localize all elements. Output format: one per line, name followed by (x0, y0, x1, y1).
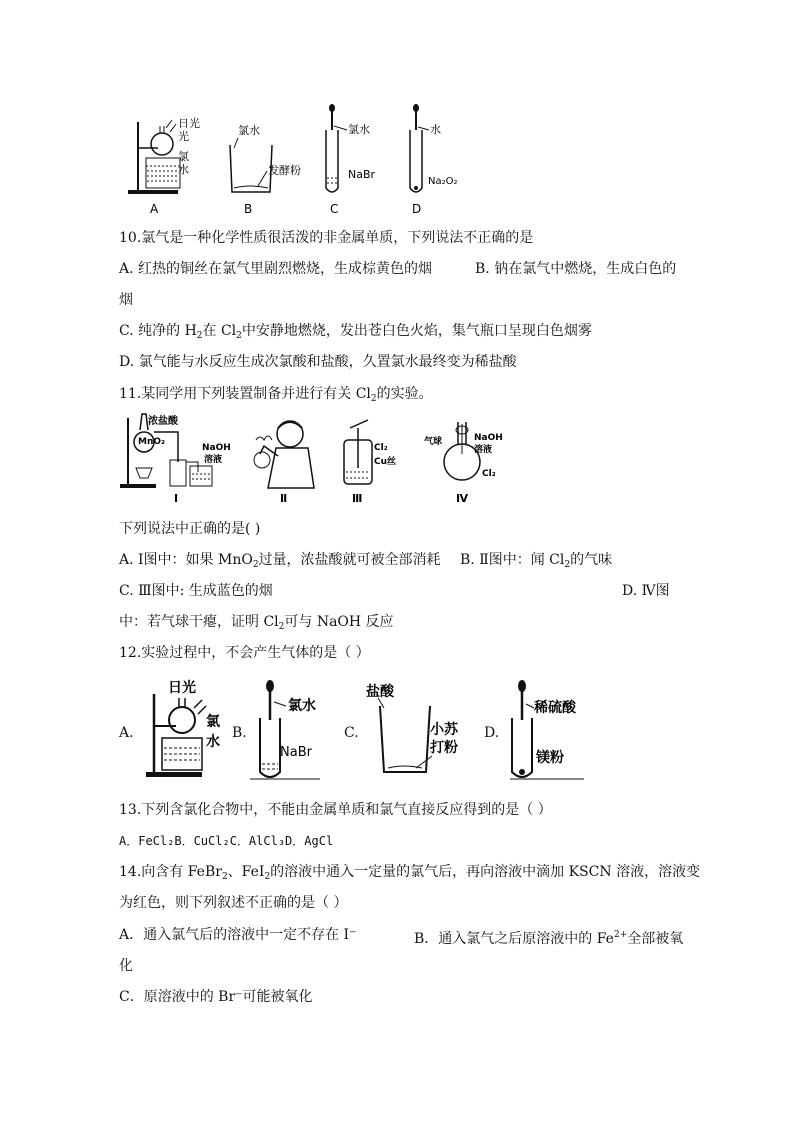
q12-figure (140, 676, 590, 786)
q10-option-b: B. 钠在氯气中燃烧，生成白色的 (475, 261, 677, 277)
subscript: 2 (564, 560, 571, 570)
q12-d-bottom-label: 镁粉 (536, 750, 564, 766)
q12-option-d-letter: D. (484, 725, 500, 741)
q14-stem-mid: 、FeI (227, 864, 265, 880)
q14-option-b-post: 全部被氧 (627, 931, 684, 947)
q11-option-b-pre: B. Ⅱ图中：闻 Cl (460, 552, 565, 568)
q10-option-a: A. 红热的铜丝在氯气里剧烈燃烧，生成棕黄色的烟 (119, 261, 433, 277)
q11-option-d-cont-pre: 中：若气球干瘪，证明 Cl (119, 614, 279, 630)
q11-f1-solution-label: 溶液 (204, 455, 223, 465)
subscript: 2 (370, 394, 377, 404)
q11-option-b (460, 550, 612, 575)
q10-option-c-mid: 在 Cl (202, 323, 237, 339)
q11-option-b-post: 的气味 (570, 552, 613, 568)
q10-option-b-cont: 烟 (119, 292, 133, 308)
q14-option-b (414, 925, 683, 949)
q11-f3-cl2-label: Cl₂ (374, 443, 388, 453)
subscript: 2 (264, 872, 271, 882)
q11-f4-solution-label: 溶液 (474, 445, 493, 455)
q11-option-d: D. Ⅳ图 (622, 583, 670, 599)
q11-f3-cu-label: Cu丝 (374, 457, 397, 467)
q11-f4-balloon-label: 气球 (424, 437, 443, 447)
q11-apparatus-4 (424, 422, 503, 505)
q9-a-water-label-1: 氯 (178, 150, 189, 163)
q12-option-b-letter: B. (232, 725, 247, 741)
q11-option-d-cont (119, 612, 394, 637)
q14-stem-pre: 14.向含有 FeBr (119, 864, 222, 880)
q11-label-3: Ⅲ (352, 492, 363, 505)
q11-stem-post: 的实验。 (376, 386, 433, 402)
q11-f4-naoh-label: NaOH (474, 433, 503, 443)
q9-d-bottom-label: Na₂O₂ (428, 176, 458, 187)
q12-stem: 12.实验过程中，不会产生气体的是（ ） (119, 645, 370, 661)
q12-d-top-label: 稀硫酸 (534, 700, 576, 716)
q14-stem-line1 (119, 862, 700, 887)
subscript: 2 (196, 331, 203, 341)
q12-apparatus-a (146, 679, 220, 777)
q11-f4-cl2-label: Cl₂ (482, 469, 496, 479)
q11-f1-acid-label: 浓盐酸 (148, 416, 178, 427)
q10-option-c (119, 321, 592, 346)
q12-c-right-label-1: 小苏 (430, 722, 458, 738)
q13-stem: 13.下列含氯化合物中，不能由金属单质和氯气直接反应得到的是（ ） (119, 802, 552, 818)
q12-a-sun-label: 日光 (168, 680, 196, 696)
q9-label-b: B (244, 202, 253, 216)
q9-b-top-label: 氯水 (238, 124, 260, 137)
q11-stem (119, 384, 433, 409)
q12-apparatus-d (510, 680, 584, 779)
q12-apparatus-c (366, 683, 459, 772)
q14-option-b-pre: B．通入氯气之后原溶液中的 Fe (414, 931, 614, 947)
q14-option-b-cont: 化 (119, 958, 133, 974)
q11-prompt: 下列说法中正确的是( ) (119, 521, 261, 537)
q9-label-c: C (330, 202, 339, 216)
q10-option-c-pre: C. 纯净的 H (119, 323, 197, 339)
q14-stem-post: 的溶液中通入一定量的氯气后，再向溶液中滴加 KSCN 溶液，溶液变 (270, 864, 701, 880)
q11-label-1: Ⅰ (174, 492, 179, 505)
q11-option-a (119, 550, 441, 575)
q12-option-c-letter: C. (344, 725, 359, 741)
subscript: 2 (236, 331, 242, 341)
q11-f1-mno2-label: MnO₂ (138, 437, 165, 447)
q9-apparatus-d (410, 104, 458, 216)
q11-apparatus-3 (344, 420, 396, 505)
q9-c-top-label: 氯水 (348, 123, 370, 136)
q9-figure (120, 100, 470, 218)
q11-option-c: C. Ⅲ图中: 生成蓝色的烟 (119, 583, 273, 599)
q11-label-2: Ⅱ (280, 492, 288, 505)
subscript: 2 (252, 560, 259, 570)
q14-stem-line2: 为红色，则下列叙述不正确的是（ ） (119, 895, 348, 911)
q9-apparatus-a (128, 116, 200, 216)
q9-c-bottom-label: NaBr (348, 168, 376, 181)
subscript: 2 (278, 622, 285, 632)
q9-apparatus-c (326, 104, 376, 216)
q12-c-right-label-2: 打粉 (430, 740, 458, 756)
q11-option-a-pre: A. Ⅰ图中：如果 MnO (119, 552, 253, 568)
q11-option-d-cont-post: 可与 NaOH 反应 (284, 614, 394, 630)
q9-label-d: D (412, 202, 422, 216)
q11-label-4: Ⅳ (456, 492, 469, 505)
q11-stem-pre: 11.某同学用下列装置制备并进行有关 Cl (119, 386, 371, 402)
q9-a-water-label-2: 水 (178, 163, 189, 176)
q11-apparatus-2 (254, 421, 314, 505)
superscript: 2+ (613, 930, 628, 940)
q9-apparatus-b (230, 123, 301, 216)
q9-a-sun-label: 日光 (178, 117, 200, 130)
q12-apparatus-b (250, 680, 320, 779)
q10-option-d: D. 氯气能与水反应生成次氯酸和盐酸，久置氯水最终变为稀盐酸 (119, 354, 517, 370)
q11-f1-naoh-label: NaOH (202, 443, 231, 453)
q13-options: A．FeCl₂B．CuCl₂C．AlCl₃D．AgCl (119, 834, 334, 848)
q11-figure (118, 410, 508, 515)
q12-option-a-letter: A. (119, 725, 134, 741)
q12-b-bottom-label: NaBr (280, 745, 312, 760)
subscript: 2 (221, 872, 228, 882)
q14-option-c: C．原溶液中的 Br⁻可能被氧化 (119, 989, 313, 1005)
q10-stem: 10.氯气是一种化学性质很活泼的非金属单质，下列说法不正确的是 (119, 230, 534, 246)
q9-b-powder-label: 发酵粉 (268, 164, 301, 177)
q11-apparatus-1 (120, 414, 231, 505)
q12-b-top-label: 氯水 (288, 698, 316, 714)
q11-option-a-post: 过量，浓盐酸就可被全部消耗 (258, 552, 441, 568)
q9-label-a: A (150, 202, 159, 216)
q12-a-water-label-1: 氯 (206, 714, 220, 730)
q9-a-sun-label-2: 光 (178, 130, 189, 143)
q12-a-water-label-2: 水 (206, 734, 220, 750)
q10-option-c-post: 中安静地燃烧，发出苍白色火焰，集气瓶口呈现白色烟雾 (241, 323, 592, 339)
q14-option-a: A．通入氯气后的溶液中一定不存在 I⁻ (119, 927, 357, 943)
q12-c-top-label: 盐酸 (366, 684, 394, 700)
q9-d-top-label: 水 (430, 123, 441, 136)
